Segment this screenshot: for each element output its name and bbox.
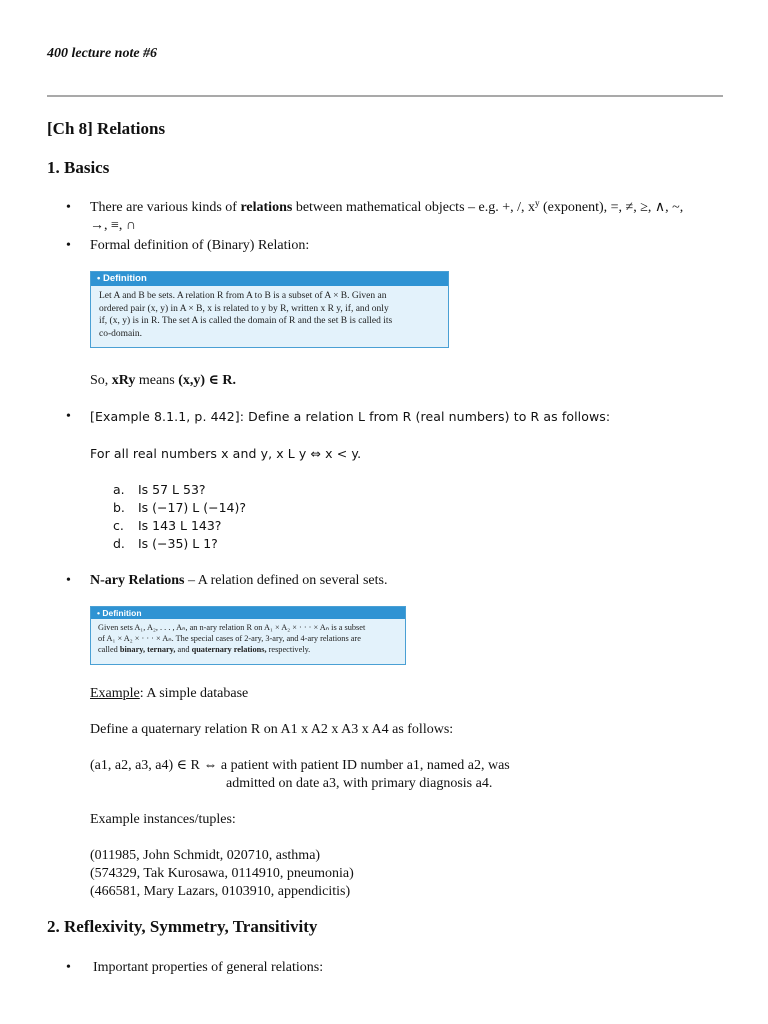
bullet-icon: • — [66, 960, 71, 975]
definition-body: Given sets A₁, A₂, . . . , Aₙ, an n-ary relation R on A₁ × A₂ × · · · × Aₙ is a subset of A₁ × A₂ × · · · × Aₙ. The special cases of 2-ary, 3-ary, and 4-ary relations are called binary, ternary, and quaternary relations, respectively. — [98, 623, 366, 654]
define-quaternary-line: Define a quaternary relation R on A1 x A2 x A3 x A4 as follows: — [90, 722, 454, 737]
bullet-nary-relations — [66, 571, 746, 591]
tuple-definition-line2: admitted on date a3, with primary diagnosis a4. — [226, 776, 493, 791]
definition-header: • Definition — [91, 272, 448, 286]
lecture-note-title: 400 lecture note #6 — [47, 46, 158, 61]
section-heading-properties: 2. Reflexivity, Symmetry, Transitivity — [47, 917, 318, 936]
for-all-statement: For all real numbers x and y, x L y ⇔ x < y. — [90, 446, 362, 461]
bullet-text-line2: →, ≡, ∩ — [90, 218, 137, 233]
tuple-row: (466581, Mary Lazars, 0103910, appendicitis) — [90, 884, 351, 899]
bullet-example-8-1-1 — [66, 407, 746, 427]
definition-header: • Definition — [91, 607, 405, 619]
tuple-definition-line1: (a1, a2, a3, a4) ∈ R ⇔ a patient with patient ID number a1, named a2, was — [90, 758, 510, 773]
list-item: a. Is 57 L 53? — [113, 482, 206, 497]
bullet-icon: • — [66, 409, 71, 424]
example-instances-label: Example instances/tuples: — [90, 812, 236, 827]
chapter-heading: [Ch 8] Relations — [47, 119, 166, 138]
bullet-text: Formal definition of (Binary) Relation: — [90, 238, 310, 253]
bullet-icon: • — [66, 200, 71, 215]
list-item: d. Is (−35) L 1? — [113, 536, 218, 551]
bullet-formal-definition — [66, 236, 746, 256]
tuple-row: (011985, John Schmidt, 020710, asthma) — [90, 848, 321, 863]
tuple-row: (574329, Tak Kurosawa, 0114910, pneumonia) — [90, 866, 354, 881]
list-item: b. Is (−17) L (−14)? — [113, 500, 246, 515]
bullet-text: Important properties of general relations: — [93, 960, 324, 975]
bullet-icon: • — [66, 238, 71, 253]
example-simple-database: Example: A simple database — [90, 686, 249, 701]
bullet-relations-kinds — [66, 198, 746, 238]
bullet-text: [Example 8.1.1, p. 442]: Define a relation L from R (real numbers) to R as follows: — [90, 409, 611, 424]
definition-box-nary-relation — [90, 606, 406, 665]
bullet-icon: • — [66, 573, 71, 588]
section-heading-basics: 1. Basics — [47, 158, 110, 177]
definition-body: Let A and B be sets. A relation R from A to B is a subset of A × B. Given an ordered pair (x, y) in A × B, x is related to y by R, written x R y, if, and only if, (x, y) is in R. The set A is called the domain of R and the set B is called its co-domain. — [99, 291, 393, 339]
so-xry-line: So, xRy means (x,y) ∈ R. — [90, 373, 236, 388]
bullet-important-properties — [66, 958, 746, 978]
horizontal-divider — [47, 95, 723, 97]
definition-box-binary-relation — [90, 271, 449, 348]
bullet-text: N-ary Relations – A relation defined on several sets. — [90, 573, 388, 588]
list-item: c. Is 143 L 143? — [113, 518, 222, 533]
bullet-text: There are various kinds of relations between mathematical objects – e.g. +, /, $x^y$ (exponent), =, ≠, ≥, ∧, ~, — [90, 198, 684, 215]
